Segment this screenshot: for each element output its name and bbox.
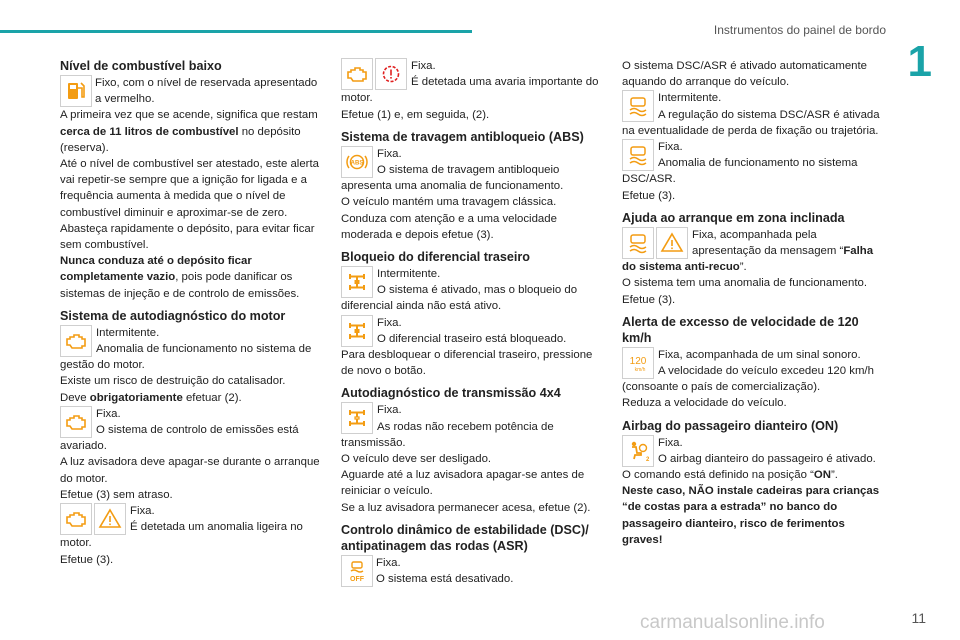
engine-4-state: Fixa. xyxy=(411,60,436,72)
fuel-paragraph-2: Até o nível de combustível ser atestado, este alerta vai repetir-se sempre que a ignição for ligada e a frequência aumenta à medida que o nível de combustível diminuir e aproximar-se de zero. xyxy=(60,158,319,219)
engine-1-text: Anomalia de funcionamento no sistema de gestão do motor. xyxy=(60,343,312,372)
section-title-differential: Bloqueio do diferencial traseiro xyxy=(341,250,530,265)
engine-2-paragraph: A luz avisadora deve apagar-se durante o arranque do motor. xyxy=(60,456,320,485)
dsc-2-text: Anomalia de funcionamento no sistema DSC/ASR. xyxy=(622,157,858,186)
dsc-fixed xyxy=(622,139,884,188)
dsc-2-paragraph: Efetue (3). xyxy=(622,189,676,202)
dsc-off-text: O sistema está desativado. xyxy=(376,573,514,586)
diff-2-paragraph: Para desbloquear o diferencial traseiro, pressione de novo o botão. xyxy=(341,349,593,378)
engine-2-paragraph-2: Efetue (3) sem atraso. xyxy=(60,488,173,501)
airbag-text: O airbag dianteiro do passageiro é ativado. xyxy=(658,452,876,465)
transmission-warning xyxy=(341,402,603,451)
tx-text: As rodas não recebem potência de transmissão. xyxy=(341,420,554,449)
abs-state: Fixa. xyxy=(377,147,402,160)
stability-control-off-icon xyxy=(341,555,373,587)
warning-triangle-icon xyxy=(94,503,126,535)
diff-2-text: O diferencial traseiro está bloqueado. xyxy=(377,332,567,345)
engine-icon xyxy=(60,406,92,438)
section-title-airbag: Airbag do passageiro dianteiro (ON) xyxy=(622,418,839,433)
speed-state: Fixa, acompanhada de um sinal sonoro. xyxy=(658,348,861,361)
stability-control-icon xyxy=(622,90,654,122)
speed-limit-120-icon xyxy=(622,347,654,379)
hill-state: Fixa, acompanhada pela apresentação da mensagem “ xyxy=(692,228,844,258)
tx-paragraph-3: Se a luz avisadora permanecer acesa, efetue (2). xyxy=(341,501,591,514)
hill-message-end: ”. xyxy=(739,261,747,274)
section-title-engine: Sistema de autodiagnóstico do motor xyxy=(60,308,286,323)
dsc-flashing xyxy=(622,90,884,139)
fuel-paragraph-1: A primeira vez que se acende, significa que restam cerca de 11 litros de combustível no depósito (reserva). xyxy=(60,109,318,154)
abs-icon xyxy=(341,146,373,178)
engine-icon xyxy=(341,58,373,90)
differential-lock-icon xyxy=(341,315,373,347)
engine-icon xyxy=(60,325,92,357)
tx-paragraph-2: Aguarde até a luz avisadora apagar-se antes de reiniciar o veículo. xyxy=(341,469,585,498)
engine-1-paragraph: Existe um risco de destruição do catalisador. xyxy=(60,375,286,388)
engine-1-paragraph-2: Deve obrigatoriamente efetuar (2). xyxy=(60,391,242,404)
column-3 xyxy=(622,58,884,548)
speed-warning xyxy=(622,347,884,396)
svg-text:OFF: OFF xyxy=(350,575,364,583)
engine-major-fault xyxy=(341,58,603,107)
engine-warning-fixed xyxy=(60,406,322,455)
diff-1-state: Intermitente. xyxy=(377,268,441,281)
dsc-off-state: Fixa. xyxy=(376,556,401,569)
diff-lock-fixed xyxy=(341,315,603,347)
hill-paragraph-2: Efetue (3). xyxy=(622,293,676,306)
engine-warning-flashing xyxy=(60,325,322,374)
dsc-2-state: Fixa. xyxy=(658,141,683,154)
abs-paragraph-1: O veículo mantém uma travagem clássica. xyxy=(341,196,557,209)
diff-1-text: O sistema é ativado, mas o bloqueio do diferencial ainda não está ativo. xyxy=(341,284,578,313)
engine-icon xyxy=(60,503,92,535)
section-title-dsc: Controlo dinâmico de estabilidade (DSC)/ antipatinagem das rodas (ASR) xyxy=(341,522,589,553)
speed-text: A velocidade do veículo excedeu 120 km/h (consoante o país de comercialização). xyxy=(622,365,874,394)
page-header-title: Instrumentos do painel de bordo xyxy=(713,23,886,37)
drivetrain-4x4-icon xyxy=(341,402,373,434)
column-2 xyxy=(341,58,603,587)
fuel-paragraph-4: Nunca conduza até o depósito ficar completamente vazio, pois pode danificar os sistemas de injeção e de controlo de emissões. xyxy=(60,255,300,300)
tx-state: Fixa. xyxy=(377,404,402,417)
diff-2-state: Fixa. xyxy=(377,316,402,329)
dsc-paragraph: O sistema DSC/ASR é ativado automaticamente aquando do arranque do veículo. xyxy=(622,60,868,89)
svg-text:ABS: ABS xyxy=(350,160,364,167)
engine-2-text: O sistema de controlo de emissões está avariado. xyxy=(60,424,299,453)
section-title-hill-assist: Ajuda ao arranque em zona inclinada xyxy=(622,210,845,225)
dsc-1-state: Intermitente. xyxy=(658,92,722,105)
airbag-paragraph-2: Neste caso, NÃO instale cadeiras para crianças “de costas para a estrada” no banco do passageiro dianteiro, risco de ferimentos graves! xyxy=(622,485,880,546)
hill-paragraph-1: O sistema tem uma anomalia de funcionamento. xyxy=(622,277,868,290)
engine-1-state: Intermitente. xyxy=(96,326,160,339)
stability-control-icon xyxy=(622,227,654,259)
section-title-abs: Sistema de travagem antibloqueio (ABS) xyxy=(341,129,584,144)
warning-triangle-icon xyxy=(656,227,688,259)
hill-message: Falha do sistema anti-recuo xyxy=(622,245,874,274)
passenger-airbag-on-icon xyxy=(622,435,654,467)
dsc-off-row xyxy=(341,555,603,587)
abs-warning xyxy=(341,146,603,195)
engine-3-state: Fixa. xyxy=(130,505,155,518)
airbag-paragraph-1: O comando está definido na posição “ON”. xyxy=(622,469,838,482)
page-number: 11 xyxy=(911,610,926,626)
engine-minor-fault xyxy=(60,503,322,552)
engine-4-paragraph: Efetue (1) e, em seguida, (2). xyxy=(341,108,490,121)
service-gear-warning-icon xyxy=(375,58,407,90)
differential-lock-icon xyxy=(341,266,373,298)
fuel-warning-row xyxy=(60,75,322,107)
header-accent-bar xyxy=(0,30,472,33)
abs-text: O sistema de travagem antibloqueio apresenta uma anomalia de funcionamento. xyxy=(341,164,564,193)
chapter-number: 1 xyxy=(907,37,932,86)
engine-3-paragraph: Efetue (3). xyxy=(60,553,114,566)
engine-2-state: Fixa. xyxy=(96,407,121,420)
section-title-transmission: Autodiagnóstico de transmissão 4x4 xyxy=(341,386,561,401)
engine-3-text: É detetada um anomalia ligeira no motor. xyxy=(60,521,303,550)
svg-text:km/h: km/h xyxy=(634,366,646,373)
dsc-1-text: A regulação do sistema DSC/ASR é ativada na eventualidade de perda de fixação ou trajetória. xyxy=(622,108,880,137)
diff-lock-flashing xyxy=(341,266,603,315)
column-1 xyxy=(60,58,322,568)
tx-paragraph-1: O veículo deve ser desligado. xyxy=(341,453,492,466)
speed-paragraph: Reduza a velocidade do veículo. xyxy=(622,397,787,410)
abs-paragraph-2: Conduza com atenção e a uma velocidade moderada e depois efetue (3). xyxy=(341,212,557,241)
section-title-fuel: Nível de combustível baixo xyxy=(60,59,222,73)
fuel-warning-text: Fixo, com o nível de reservada apresentado a vermelho. xyxy=(95,77,318,106)
airbag-state: Fixa. xyxy=(658,436,683,449)
hill-assist-warning xyxy=(622,227,884,276)
svg-text:120: 120 xyxy=(629,355,647,367)
stability-control-icon xyxy=(622,139,654,171)
fuel-pump-icon xyxy=(60,75,92,107)
fuel-paragraph-3: Abasteça rapidamente o depósito, para evitar ficar sem combustível. xyxy=(60,222,315,252)
airbag-warning xyxy=(622,435,884,467)
svg-text:2: 2 xyxy=(646,456,650,463)
section-title-speed: Alerta de excesso de velocidade de 120 km/h xyxy=(622,314,859,345)
engine-4-text: É detetada uma avaria importante do motor. xyxy=(341,76,599,105)
watermark: carmanualsonline.info xyxy=(640,612,825,633)
